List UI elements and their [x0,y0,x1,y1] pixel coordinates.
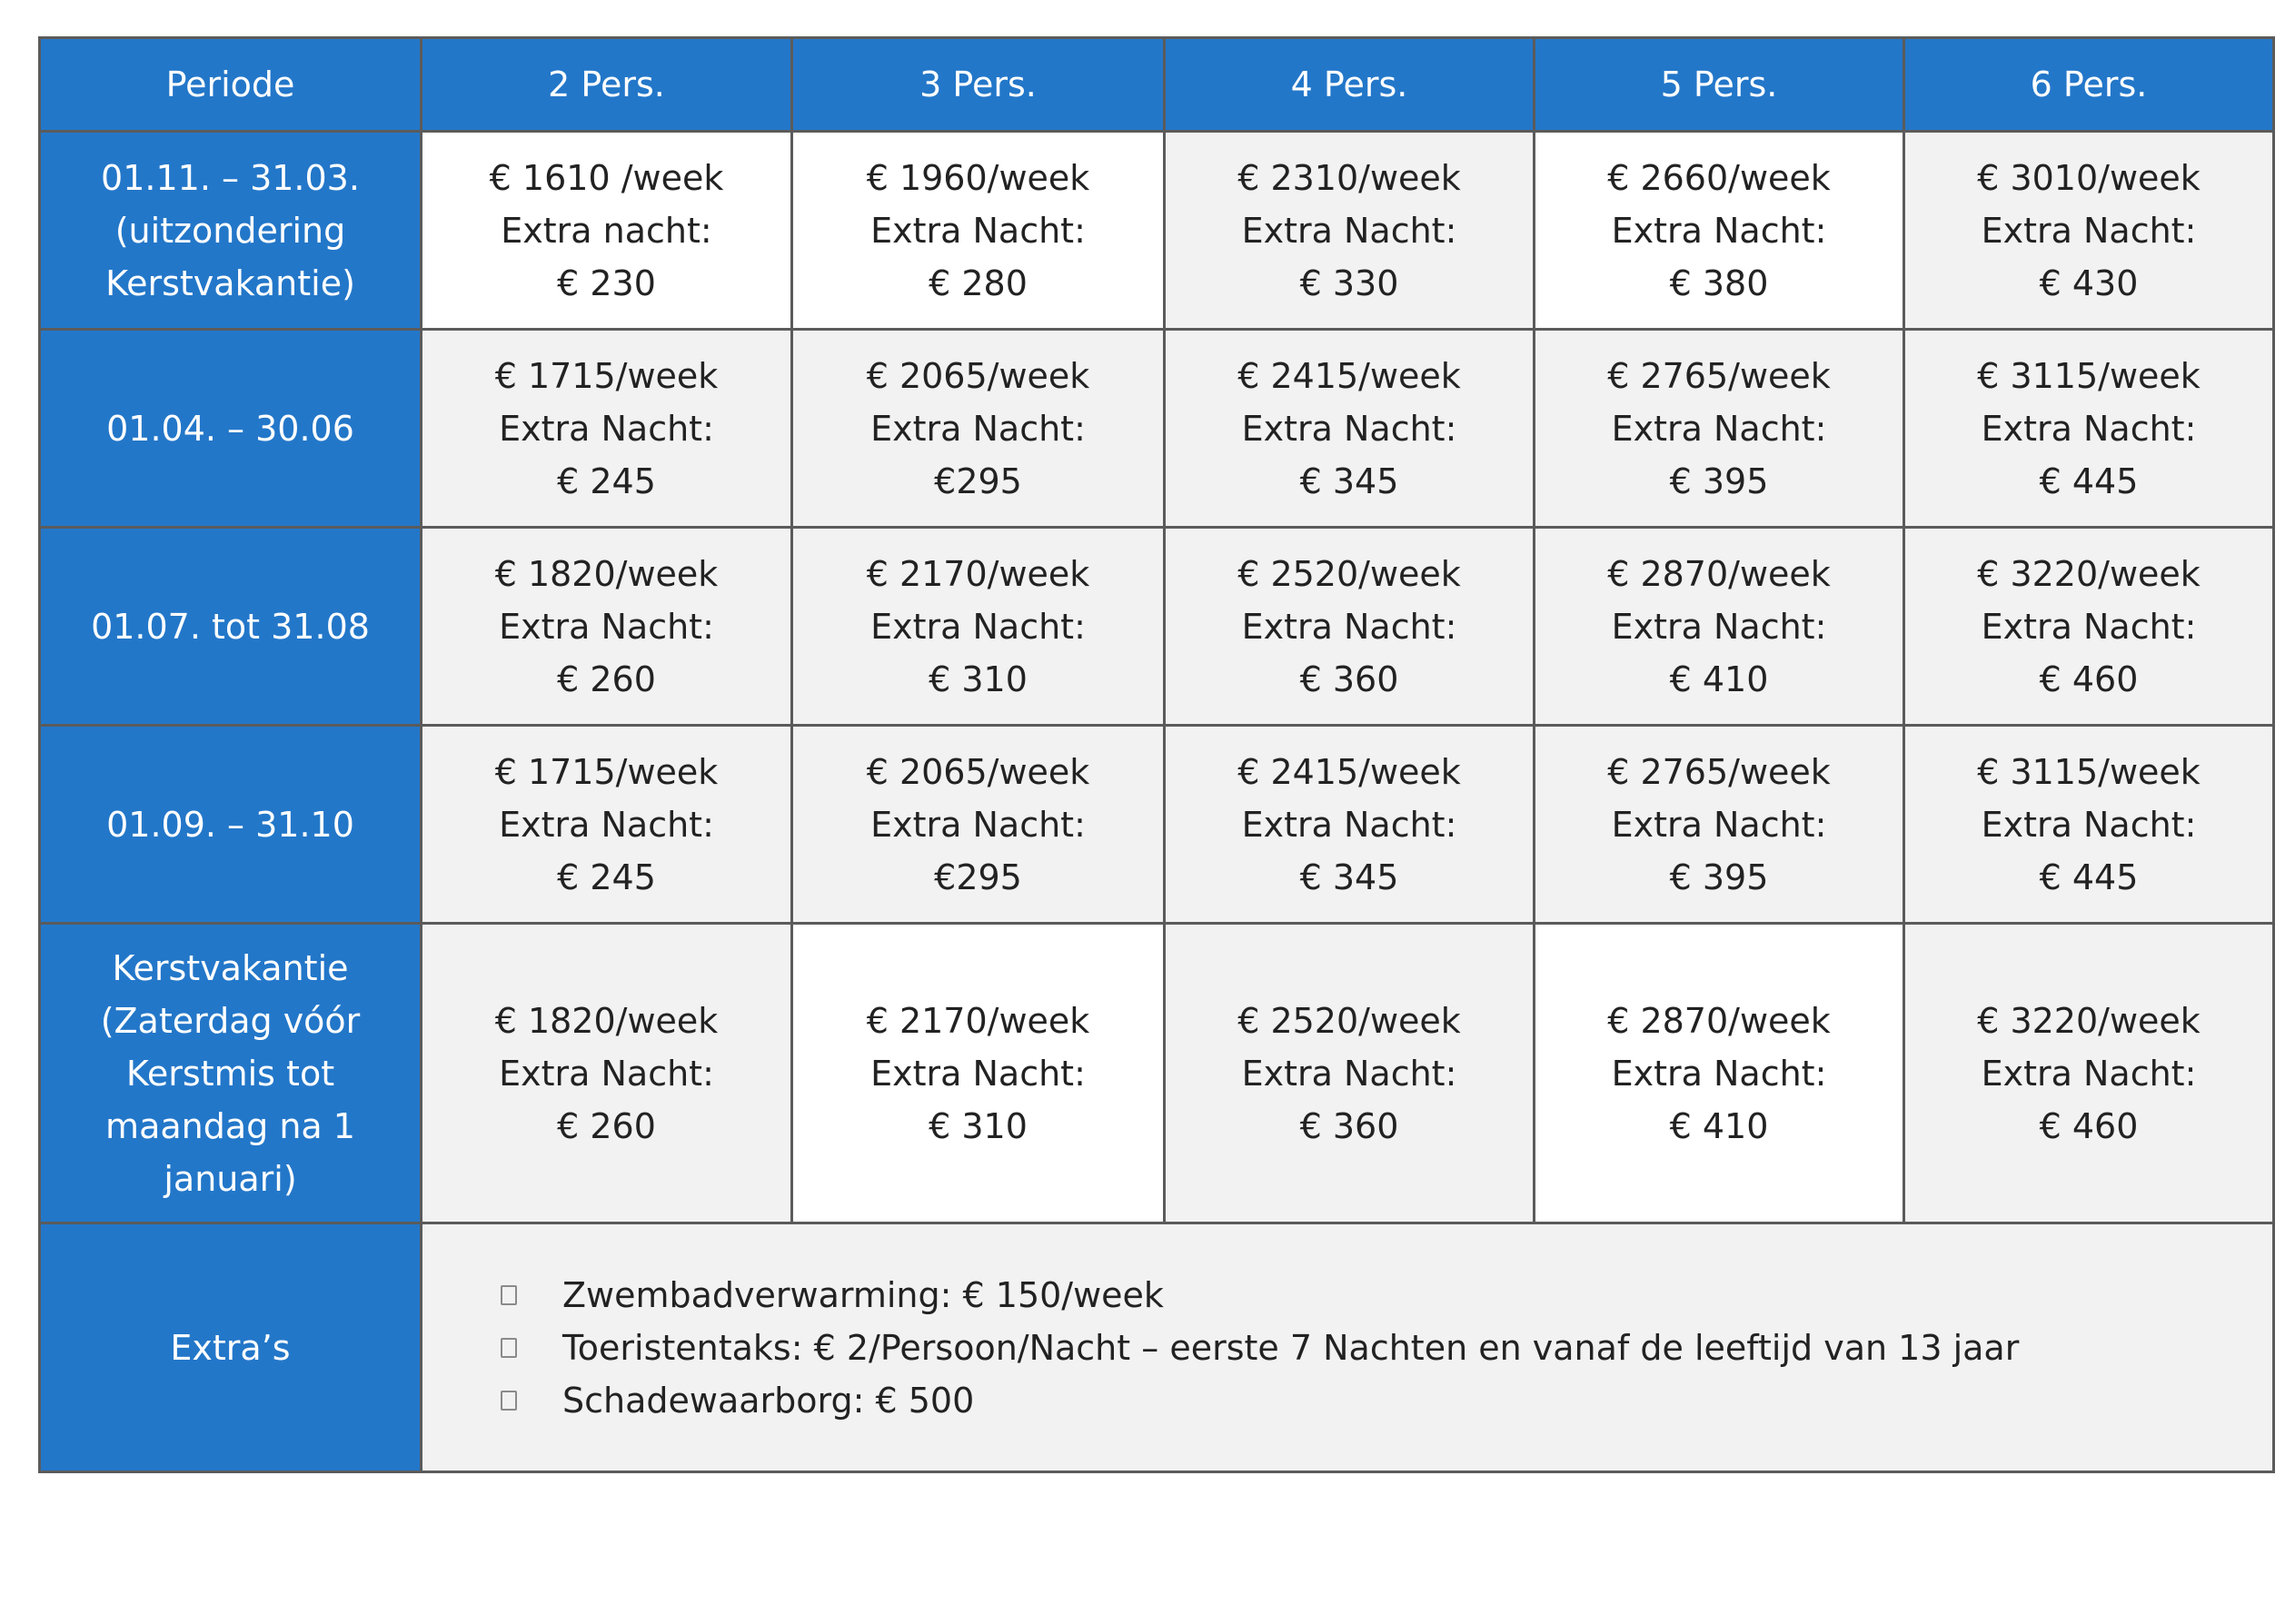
week-price: € 3115/week [1977,751,2201,792]
extra-night-label: Extra Nacht: [1241,408,1457,449]
extras-item-text: Toeristentaks: € 2/Persoon/Nacht – eerste 7 Nachten en vanaf de leeftijd van 13 jaar [562,1327,2020,1368]
extra-night-label: Extra Nacht: [1981,606,2197,647]
extra-night-label: Extra Nacht: [870,1053,1086,1094]
week-price: € 1715/week [494,751,719,792]
extra-night-label: Extra nacht: [501,210,712,251]
list-item [501,1374,2272,1427]
extras-cell [422,1223,2274,1472]
extra-night-price: € 360 [1299,659,1399,699]
extras-row [40,1223,2274,1472]
extra-night-price: € 395 [1669,857,1769,897]
extra-night-label: Extra Nacht: [1981,804,2197,845]
extra-night-price: € 430 [2039,262,2139,303]
extra-night-label: Extra Nacht: [499,606,714,647]
price-cell [1535,132,1904,330]
extra-night-label: Extra Nacht: [1611,408,1827,449]
table-row [40,132,2274,330]
period-line: Kerstvakantie [112,947,349,988]
week-price: € 2660/week [1607,157,1831,198]
period-line: (uitzondering [114,210,346,251]
week-price: € 2310/week [1237,157,1461,198]
price-cell [792,132,1165,330]
price-cell [1165,132,1535,330]
extras-list [501,1269,2272,1427]
extra-night-price: € 345 [1299,857,1399,897]
extra-night-label: Extra Nacht: [1981,210,2197,251]
week-price: € 1820/week [494,1000,719,1041]
price-cell [1535,330,1904,528]
period-line: (Zaterdag vóór [100,1000,361,1041]
extra-night-label: Extra Nacht: [1981,1053,2197,1094]
extra-night-price: € 345 [1299,460,1399,501]
week-price: € 2520/week [1237,553,1461,594]
week-price: € 1960/week [866,157,1090,198]
extra-night-label: Extra Nacht: [870,210,1086,251]
checkbox-bullet-icon [501,1391,517,1411]
extra-night-price: €295 [934,460,1022,501]
extra-night-price: € 410 [1669,1105,1769,1146]
price-cell [1904,726,2274,924]
week-price: € 2765/week [1607,751,1831,792]
extra-night-label: Extra Nacht: [499,408,714,449]
extra-night-price: € 260 [557,1105,656,1146]
extra-night-price: € 310 [929,659,1028,699]
extra-night-price: € 245 [557,460,656,501]
period-cell [40,132,422,330]
price-cell [1535,528,1904,726]
extras-item-text: Zwembadverwarming: € 150/week [562,1274,1164,1315]
list-item [501,1269,2272,1322]
extra-night-label: Extra Nacht: [1241,606,1457,647]
extra-night-price: € 445 [2039,460,2139,501]
extra-night-price: € 245 [557,857,656,897]
extra-night-label: Extra Nacht: [1611,210,1827,251]
price-cell [422,330,792,528]
week-price: € 1715/week [494,355,719,396]
price-cell [422,528,792,726]
week-price: € 2065/week [866,355,1090,396]
table-row [40,924,2274,1223]
extra-night-price: € 260 [557,659,656,699]
price-cell [792,924,1165,1223]
week-price: € 2520/week [1237,1000,1461,1041]
extras-label: Extra’s [40,1223,422,1472]
extra-night-label: Extra Nacht: [1611,1053,1827,1094]
week-price: € 2870/week [1607,553,1831,594]
table-row [40,528,2274,726]
price-cell [1904,528,2274,726]
period-cell [40,726,422,924]
period-line: 01.11. – 31.03. [101,157,360,198]
extra-night-label: Extra Nacht: [499,804,714,845]
header-periode: Periode [40,38,422,132]
week-price: € 2065/week [866,751,1090,792]
week-price: € 1610 /week [489,157,724,198]
period-line: 01.04. – 30.06 [106,408,354,449]
price-cell [1165,726,1535,924]
period-line: Kerstvakantie) [105,262,355,303]
header-row [40,38,2274,132]
extra-night-price: € 360 [1299,1105,1399,1146]
table-row [40,726,2274,924]
extra-night-label: Extra Nacht: [1611,606,1827,647]
checkbox-bullet-icon [501,1285,517,1305]
extra-night-price: € 310 [929,1105,1028,1146]
week-price: € 2170/week [866,1000,1090,1041]
extra-night-label: Extra Nacht: [870,408,1086,449]
extra-night-label: Extra Nacht: [1241,210,1457,251]
period-line: januari) [164,1158,297,1199]
extra-night-label: Extra Nacht: [870,804,1086,845]
week-price: € 3220/week [1977,553,2201,594]
extra-night-price: € 330 [1299,262,1399,303]
table-row [40,330,2274,528]
week-price: € 2765/week [1607,355,1831,396]
price-cell [1904,132,2274,330]
period-cell [40,924,422,1223]
week-price: € 3220/week [1977,1000,2201,1041]
price-cell [422,132,792,330]
extra-night-label: Extra Nacht: [1981,408,2197,449]
extra-night-price: € 380 [1669,262,1769,303]
period-line: 01.09. – 31.10 [106,804,354,845]
week-price: € 2170/week [866,553,1090,594]
header-6-pers: 6 Pers. [1904,38,2274,132]
week-price: € 2870/week [1607,1000,1831,1041]
price-cell [1535,726,1904,924]
week-price: € 2415/week [1237,751,1461,792]
price-cell [1165,924,1535,1223]
extras-item-text: Schadewaarborg: € 500 [562,1380,975,1421]
period-line: Kerstmis tot [125,1053,335,1094]
price-cell [1165,330,1535,528]
extra-night-price: € 445 [2039,857,2139,897]
extra-night-price: € 460 [2039,1105,2139,1146]
extra-night-label: Extra Nacht: [870,606,1086,647]
week-price: € 3010/week [1977,157,2201,198]
period-line: maandag na 1 [105,1105,355,1146]
price-cell [422,924,792,1223]
extra-night-price: € 230 [557,262,656,303]
extra-night-price: € 410 [1669,659,1769,699]
extra-night-label: Extra Nacht: [1241,804,1457,845]
extra-night-label: Extra Nacht: [1241,1053,1457,1094]
extra-night-price: € 395 [1669,460,1769,501]
extra-night-label: Extra Nacht: [499,1053,714,1094]
extra-night-price: € 460 [2039,659,2139,699]
list-item [501,1322,2272,1374]
extra-night-label: Extra Nacht: [1611,804,1827,845]
price-table [38,36,2275,1473]
header-2-pers: 2 Pers. [422,38,792,132]
price-cell [422,726,792,924]
week-price: € 2415/week [1237,355,1461,396]
price-cell [1904,924,2274,1223]
price-cell [1535,924,1904,1223]
extra-night-price: €295 [934,857,1022,897]
week-price: € 3115/week [1977,355,2201,396]
price-cell [792,330,1165,528]
period-line: 01.07. tot 31.08 [91,606,370,647]
week-price: € 1820/week [494,553,719,594]
price-cell [1904,330,2274,528]
period-cell [40,528,422,726]
price-cell [792,726,1165,924]
period-cell [40,330,422,528]
checkbox-bullet-icon [501,1338,517,1358]
header-3-pers: 3 Pers. [792,38,1165,132]
header-5-pers: 5 Pers. [1535,38,1904,132]
extra-night-price: € 280 [929,262,1028,303]
price-cell [1165,528,1535,726]
header-4-pers: 4 Pers. [1165,38,1535,132]
price-cell [792,528,1165,726]
